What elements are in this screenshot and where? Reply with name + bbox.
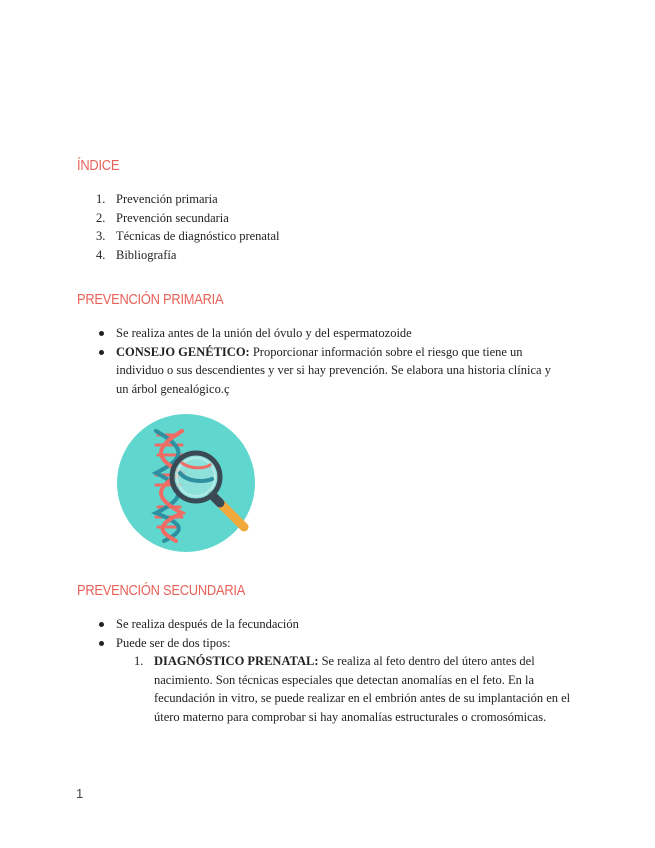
item-text: Bibliografía bbox=[116, 247, 177, 262]
item-number: 2. bbox=[96, 210, 106, 225]
secundaria-list bbox=[96, 615, 566, 652]
list-item bbox=[96, 324, 566, 343]
item-number: 1. bbox=[134, 654, 144, 668]
item-number: 4. bbox=[96, 247, 106, 262]
list-item bbox=[96, 227, 556, 246]
item-label: CONSEJO GENÉTICO: bbox=[116, 344, 250, 359]
list-item bbox=[96, 246, 556, 265]
primaria-list bbox=[96, 324, 566, 398]
item-text: Se realiza al feto dentro del útero antes del nacimiento. Son técnicas especiales que detectan anomalías en el feto. En la fecundación in vitro, se puede realizar en el embrión antes de su implantación en el útero materno para comprobar si hay anomalías estructurales o cromosómicas. bbox=[154, 654, 571, 724]
list-item bbox=[134, 652, 574, 726]
list-item bbox=[96, 343, 566, 399]
index-list bbox=[96, 190, 556, 264]
item-text: Puede ser de dos tipos: bbox=[116, 635, 231, 650]
primaria-heading: PREVENCIÓN PRIMARIA bbox=[77, 291, 224, 308]
item-text: Prevención secundaria bbox=[116, 210, 229, 225]
item-label: DIAGNÓSTICO PRENATAL: bbox=[154, 654, 319, 668]
item-text: Prevención primaria bbox=[116, 192, 218, 206]
bullet-icon bbox=[99, 622, 104, 627]
item-text: Se realiza antes de la unión del óvulo y del espermatozoide bbox=[116, 326, 412, 340]
item-text: Proporcionar información sobre el riesgo que tiene un individuo o sus descendientes y ver si hay prevención. Se elabora una historia clínica y un árbol genealógico.ç bbox=[116, 344, 551, 396]
list-item bbox=[96, 190, 556, 209]
bullet-icon bbox=[99, 331, 104, 336]
item-text: Se realiza después de la fecundación bbox=[116, 617, 299, 631]
list-item bbox=[96, 634, 566, 653]
item-number: 1. bbox=[96, 192, 106, 206]
secundaria-heading: PREVENCIÓN SECUNDARIA bbox=[77, 582, 246, 599]
list-item bbox=[96, 209, 556, 228]
bullet-icon bbox=[99, 350, 104, 355]
bullet-icon bbox=[99, 641, 104, 646]
dna-magnifier-icon bbox=[116, 413, 256, 553]
page-number: 1 bbox=[76, 786, 84, 801]
list-item bbox=[96, 615, 566, 634]
item-text: Técnicas de diagnóstico prenatal bbox=[116, 229, 280, 243]
index-heading: ÍNDICE bbox=[77, 157, 120, 174]
item-number: 3. bbox=[96, 229, 106, 243]
secundaria-sublist bbox=[134, 652, 574, 726]
